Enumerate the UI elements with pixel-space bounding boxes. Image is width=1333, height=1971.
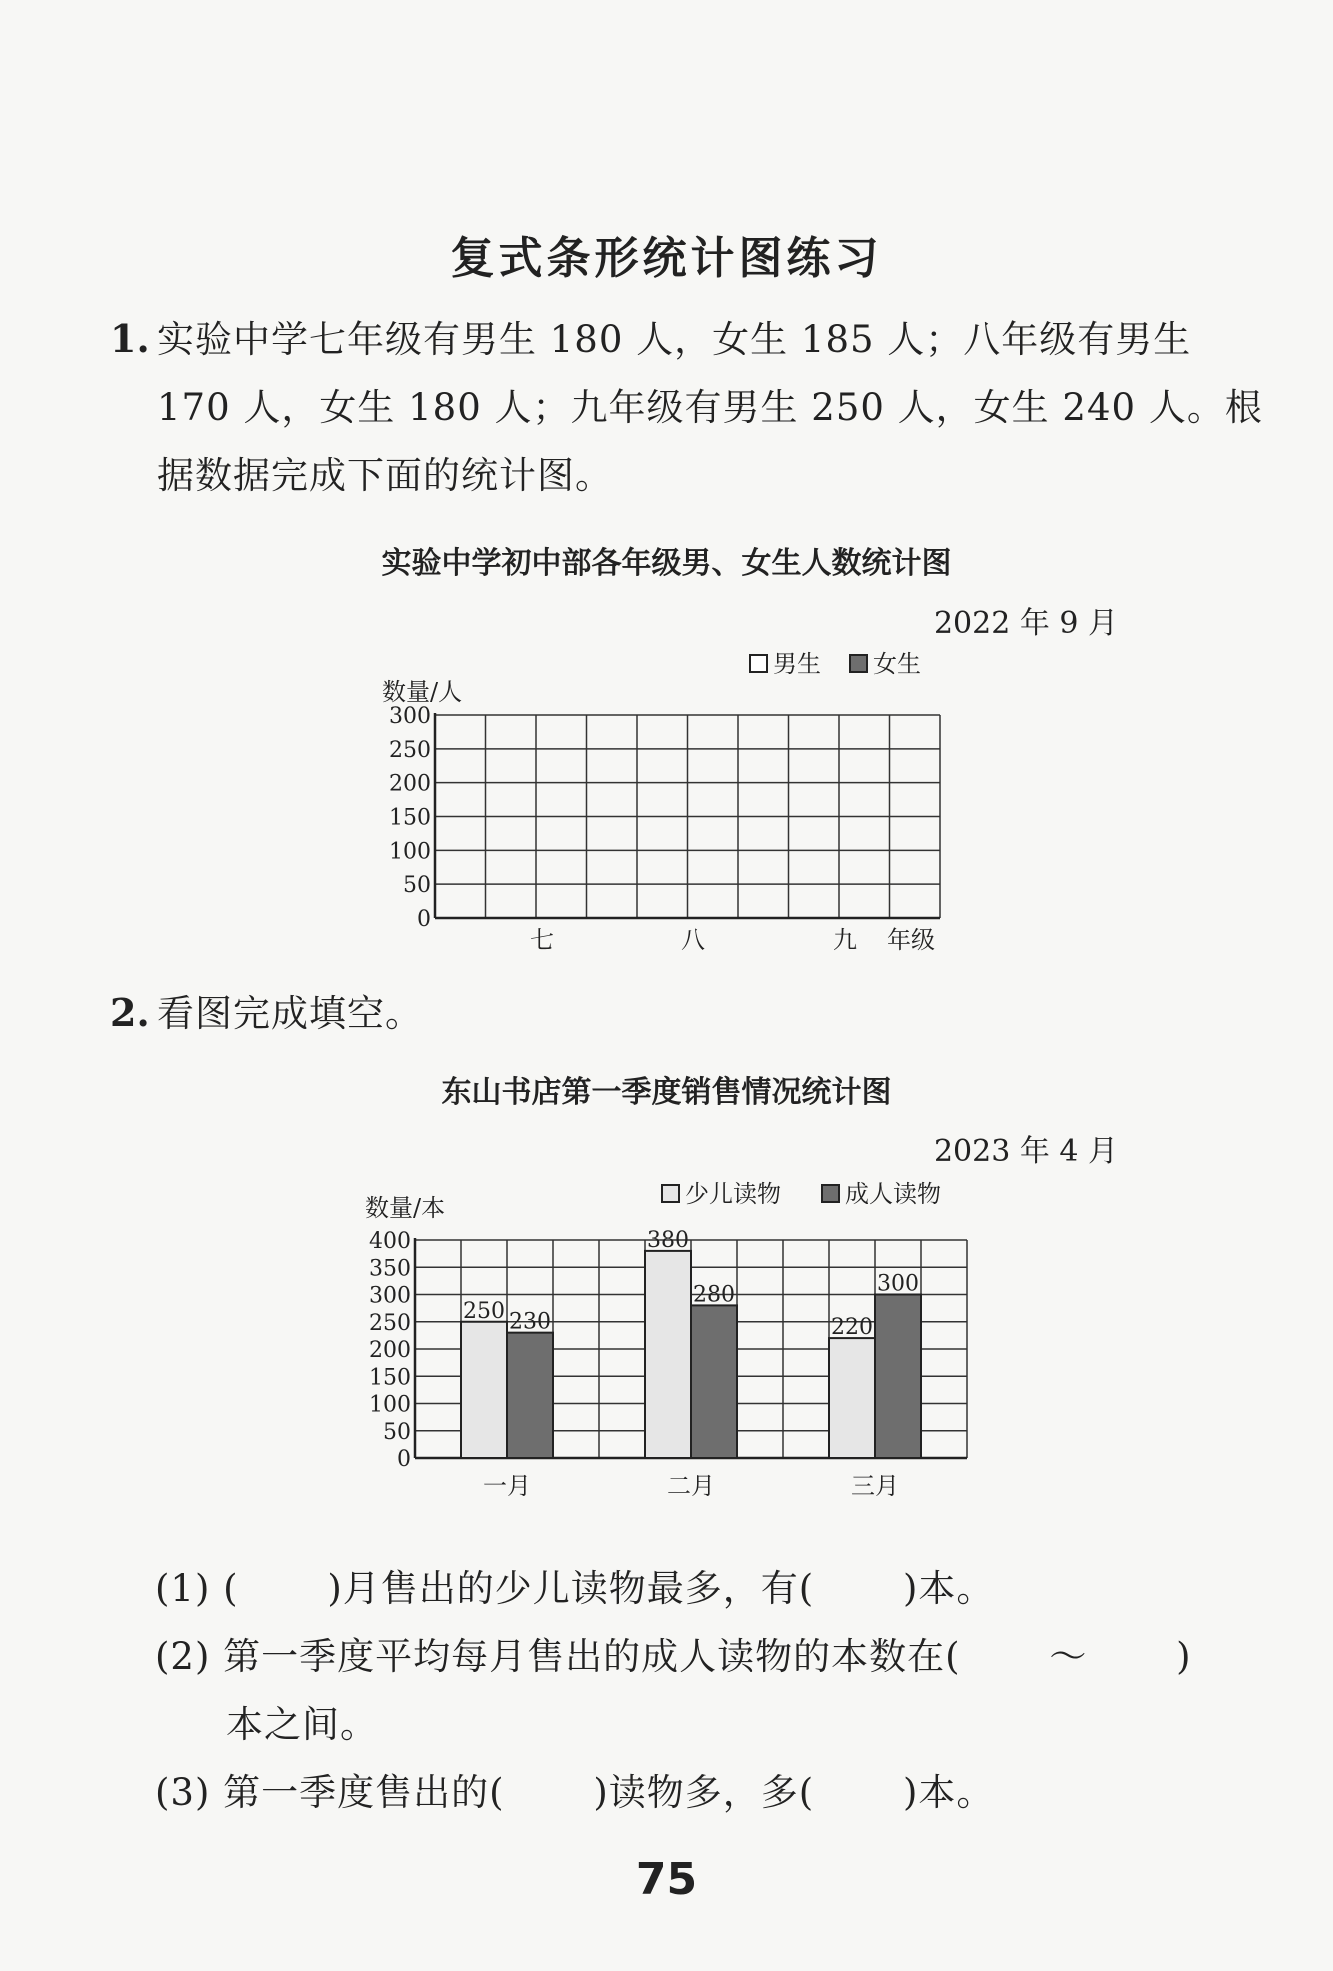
y-tick-label: 50 — [383, 1419, 411, 1445]
bar-value-label: 220 — [831, 1315, 873, 1341]
chart-2-date: 2023 年 4 月 — [933, 1134, 1118, 1169]
x-tick-label: 八 — [681, 926, 705, 954]
y-tick-label: 150 — [369, 1365, 411, 1391]
bar-value-label: 380 — [647, 1227, 689, 1253]
y-tick-label: 0 — [397, 1447, 411, 1472]
x-tick-label: 九 — [833, 926, 857, 954]
bar — [829, 1338, 875, 1458]
y-tick-label: 200 — [369, 1338, 411, 1363]
y-tick-label: 250 — [389, 737, 431, 763]
chart-1-date: 2022 年 9 月 — [933, 606, 1118, 641]
y-tick-label: 200 — [389, 771, 431, 797]
x-tick-label: 二月 — [667, 1472, 715, 1500]
bar-value-label: 250 — [463, 1298, 505, 1324]
chart-2-svg — [360, 1180, 1000, 1520]
bar-value-label: 230 — [509, 1309, 551, 1335]
question-2-line: 看图完成填空。 — [157, 992, 423, 1035]
chart-1-svg — [370, 650, 990, 960]
page-number: 75 — [635, 1854, 698, 1905]
x-tick-label: 三月 — [851, 1472, 899, 1500]
y-tick-label: 100 — [369, 1392, 411, 1418]
y-tick-label: 100 — [389, 839, 431, 865]
bar-value-label: 300 — [877, 1271, 919, 1297]
x-axis-label: 年级 — [887, 926, 935, 954]
blank-question-3: (3) 第一季度售出的( )读物多，多( )本。 — [155, 1771, 995, 1814]
bar — [645, 1251, 691, 1458]
question-2-text — [157, 980, 423, 1048]
y-tick-label: 300 — [369, 1283, 411, 1309]
question-1-line: 实验中学七年级有男生 180 人，女生 185 人；八年级有男生 — [157, 318, 1192, 361]
chart-2-title: 东山书店第一季度销售情况统计图 — [441, 1075, 892, 1110]
blank-question-2-cont: 本之间。 — [226, 1703, 378, 1746]
legend-label: 成人读物 — [845, 1180, 941, 1208]
blank-question-2: (2) 第一季度平均每月售出的成人读物的本数在( ～ ) — [155, 1635, 1192, 1678]
legend-label: 男生 — [773, 650, 821, 678]
question-1-text — [157, 306, 1263, 510]
y-tick-label: 400 — [369, 1229, 411, 1254]
legend-label: 少儿读物 — [685, 1180, 781, 1208]
blank-question-1: (1) ( )月售出的少儿读物最多，有( )本。 — [155, 1567, 995, 1610]
bar — [875, 1295, 921, 1459]
y-tick-label: 50 — [403, 873, 431, 899]
legend-swatch — [662, 1185, 679, 1202]
y-axis-label: 数量/人 — [382, 678, 463, 706]
bar — [507, 1333, 553, 1458]
page-title: 复式条形统计图练习 — [450, 233, 883, 284]
bar — [691, 1305, 737, 1458]
y-tick-label: 350 — [369, 1256, 411, 1282]
legend-label: 女生 — [873, 650, 921, 678]
chart-1-title: 实验中学初中部各年级男、女生人数统计图 — [381, 546, 952, 581]
y-tick-label: 0 — [417, 907, 431, 932]
x-tick-label: 一月 — [483, 1472, 531, 1500]
legend-swatch — [750, 655, 767, 672]
y-tick-label: 250 — [369, 1310, 411, 1336]
question-1-line: 据数据完成下面的统计图。 — [157, 454, 613, 497]
bar — [461, 1322, 507, 1458]
question-2-number: 2. — [110, 990, 150, 1035]
question-1-number: 1. — [110, 316, 150, 361]
legend-swatch — [850, 655, 867, 672]
bar-value-label: 280 — [693, 1282, 735, 1308]
y-tick-label: 300 — [389, 704, 431, 729]
y-axis-label: 数量/本 — [365, 1194, 446, 1222]
legend-swatch — [822, 1185, 839, 1202]
y-tick-label: 150 — [389, 805, 431, 831]
question-1-line: 170 人，女生 180 人；九年级有男生 250 人，女生 240 人。根 — [157, 386, 1263, 429]
x-tick-label: 七 — [530, 926, 554, 954]
